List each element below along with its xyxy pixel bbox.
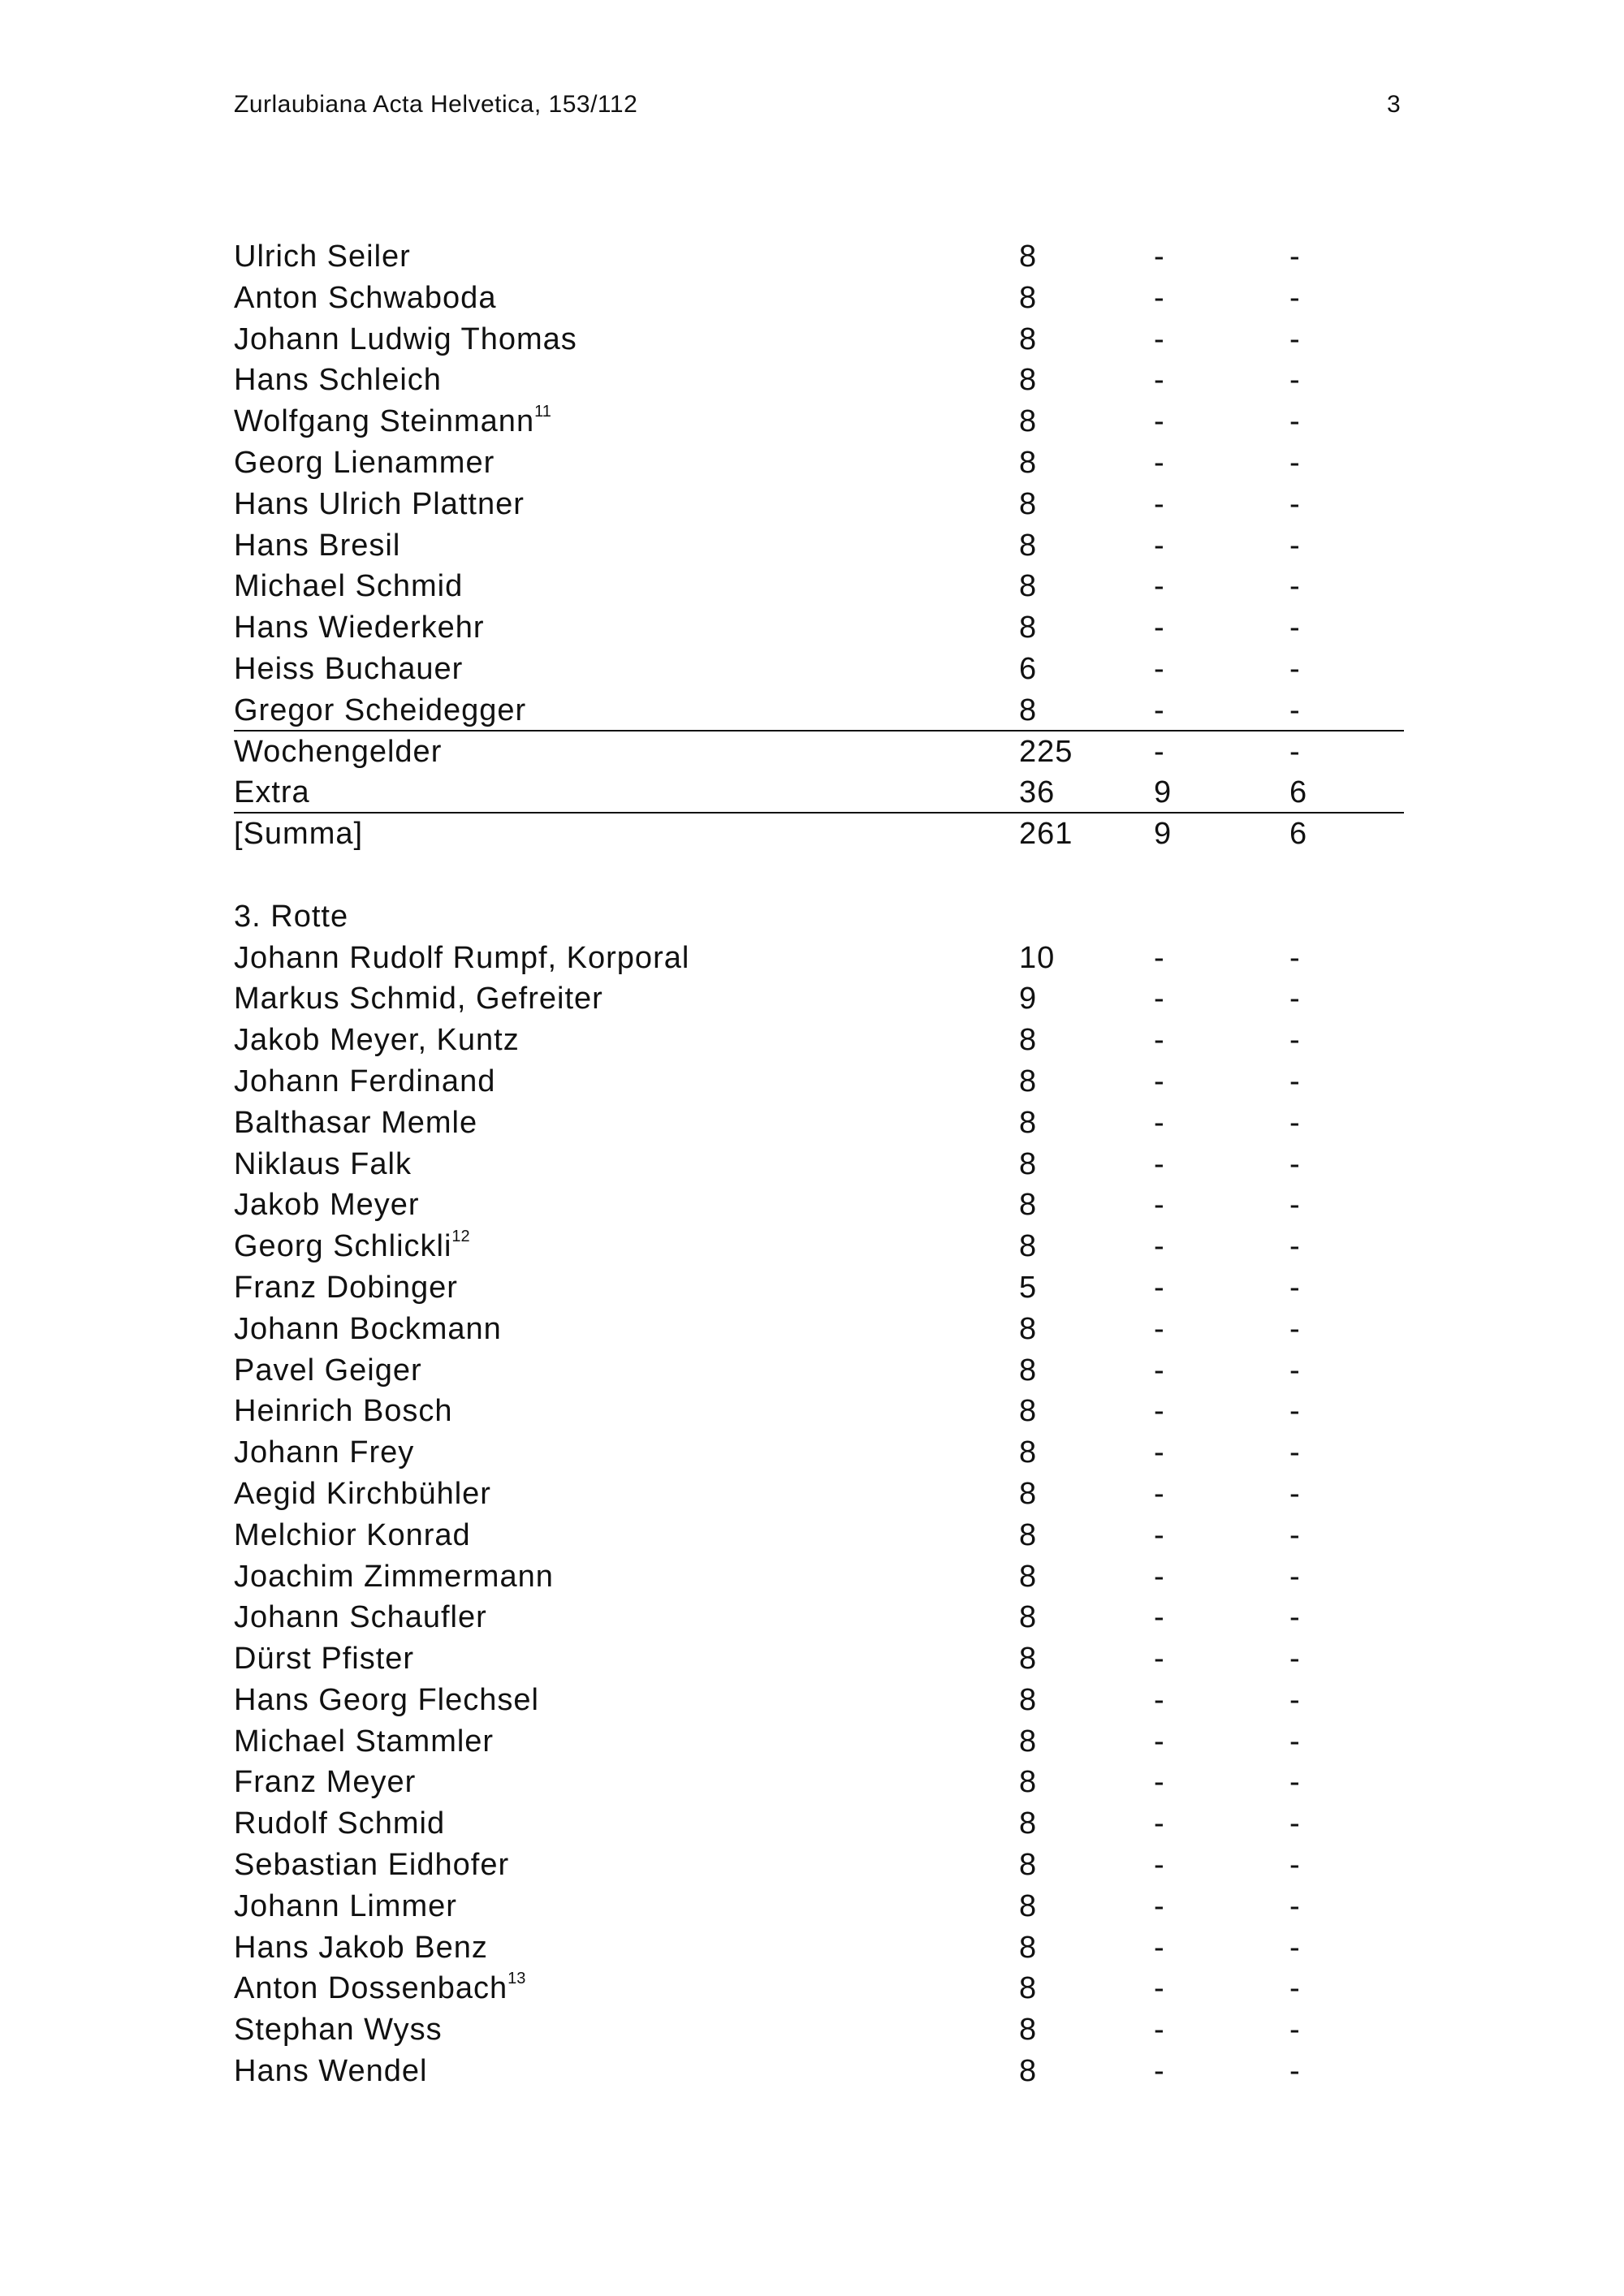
person-name <box>234 319 577 360</box>
amount-c1: 8 <box>1019 280 1038 315</box>
person-name <box>234 1680 539 1721</box>
amount-c2: - <box>1154 2054 1165 2089</box>
table-row <box>234 442 1404 484</box>
amount-c3: 6 <box>1289 817 1308 852</box>
amount-c3: - <box>1289 1600 1301 1635</box>
amount-c2: - <box>1154 528 1165 563</box>
table-row <box>234 2009 1404 2051</box>
name-text: Michael Schmid <box>234 569 464 604</box>
table-row <box>234 1144 1404 1185</box>
amount-c2: 9 <box>1154 817 1173 852</box>
name-text: Heinrich Bosch <box>234 1394 453 1429</box>
amount-c2: - <box>1154 982 1165 1016</box>
amount-c2: - <box>1154 1105 1165 1140</box>
table-row <box>234 732 1404 773</box>
name-text: Melchior Konrad <box>234 1517 471 1552</box>
amount-c3: - <box>1289 1642 1301 1677</box>
footnote-marker[interactable]: 11 <box>534 403 551 421</box>
person-name <box>234 1185 420 1226</box>
amount-c1: 5 <box>1019 1270 1038 1305</box>
amount-c3: - <box>1289 1146 1301 1181</box>
amount-c3: - <box>1289 445 1301 480</box>
amount-c2: - <box>1154 1642 1165 1677</box>
name-text: Johann Ludwig Thomas <box>234 322 577 356</box>
table-row <box>234 607 1404 649</box>
table-row <box>234 1432 1404 1474</box>
person-name <box>234 1061 495 1103</box>
table-row <box>234 1061 1404 1103</box>
name-text: Johann Bockmann <box>234 1311 502 1346</box>
amount-c2: - <box>1154 240 1165 274</box>
amount-c1: 8 <box>1019 611 1038 645</box>
table-row <box>234 2051 1404 2092</box>
amount-c1: 8 <box>1019 363 1038 398</box>
amount-c1: 8 <box>1019 528 1038 563</box>
table-row <box>234 1185 1404 1226</box>
amount-c1: 10 <box>1019 940 1056 975</box>
amount-c3: - <box>1289 1105 1301 1140</box>
amount-c2: - <box>1154 1146 1165 1181</box>
person-name <box>234 1020 520 1061</box>
table-row <box>234 1556 1404 1598</box>
name-text: Michael Stammler <box>234 1724 495 1759</box>
amount-c2: - <box>1154 1311 1165 1346</box>
name-text: Franz Meyer <box>234 1765 417 1800</box>
table-row <box>234 814 1404 855</box>
person-name <box>234 1721 494 1763</box>
amount-c1: 9 <box>1019 982 1038 1016</box>
amount-c1: 8 <box>1019 2013 1038 2048</box>
name-text: Johann Rudolf Rumpf, Korporal <box>234 940 690 975</box>
amount-c3: - <box>1289 322 1301 356</box>
amount-c1: 8 <box>1019 1765 1038 1800</box>
name-text: Rudolf Schmid <box>234 1806 446 1841</box>
name-text: Gregor Scheidegger <box>234 693 527 727</box>
amount-c1: 8 <box>1019 1353 1038 1388</box>
table-row <box>234 649 1404 690</box>
amount-c1: 8 <box>1019 1064 1038 1098</box>
amount-c3: - <box>1289 1930 1301 1965</box>
amount-c2: - <box>1154 1270 1165 1305</box>
section-heading: 3. Rotte <box>234 899 349 934</box>
name-text: Anton Schwaboda <box>234 280 497 315</box>
person-name <box>234 484 525 525</box>
table-row <box>234 566 1404 607</box>
amount-c1: 36 <box>1019 775 1056 810</box>
amount-c1: 8 <box>1019 1559 1038 1594</box>
person-name <box>234 732 442 773</box>
person-name <box>234 2051 427 2092</box>
amount-c2: - <box>1154 1517 1165 1552</box>
amount-c3: - <box>1289 1188 1301 1223</box>
amount-c2: - <box>1154 651 1165 686</box>
amount-c1: 8 <box>1019 1311 1038 1346</box>
amount-c3: - <box>1289 1229 1301 1264</box>
name-text: Johann Limmer <box>234 1888 457 1923</box>
amount-c1: 8 <box>1019 1600 1038 1635</box>
amount-c1: 8 <box>1019 1146 1038 1181</box>
amount-c3: - <box>1289 611 1301 645</box>
amount-c3: - <box>1289 1971 1301 2006</box>
amount-c3: - <box>1289 1353 1301 1388</box>
name-text: Ulrich Seiler <box>234 240 411 274</box>
table-row <box>234 1762 1404 1803</box>
amount-c2: - <box>1154 1888 1165 1923</box>
person-name <box>234 690 526 732</box>
person-name <box>234 772 310 814</box>
table-row <box>234 1721 1404 1763</box>
amount-c3: - <box>1289 1476 1301 1511</box>
table-row <box>234 236 1404 278</box>
amount-c2: - <box>1154 322 1165 356</box>
amount-c2: - <box>1154 486 1165 521</box>
amount-c2: - <box>1154 1724 1165 1759</box>
name-text: Extra <box>234 775 310 810</box>
amount-c2: - <box>1154 1188 1165 1223</box>
name-text: Joachim Zimmermann <box>234 1559 554 1594</box>
table-row <box>234 1267 1404 1309</box>
amount-c2: - <box>1154 611 1165 645</box>
amount-c1: 225 <box>1019 734 1073 769</box>
table-row <box>234 978 1404 1020</box>
person-name <box>234 1267 458 1309</box>
amount-c2: - <box>1154 1435 1165 1470</box>
amount-c3: - <box>1289 734 1301 769</box>
person-name <box>234 2009 443 2051</box>
amount-c1: 261 <box>1019 817 1073 852</box>
amount-c2: - <box>1154 940 1165 975</box>
person-name <box>234 1845 509 1886</box>
table-row <box>234 1927 1404 1969</box>
amount-c3: - <box>1289 1682 1301 1717</box>
person-name <box>234 1886 457 1927</box>
person-name <box>234 1474 491 1515</box>
person-name <box>234 1144 412 1185</box>
table-row <box>234 525 1404 567</box>
table-row <box>234 772 1404 814</box>
table-row <box>234 1391 1404 1432</box>
amount-c2: - <box>1154 1765 1165 1800</box>
table-row <box>234 1474 1404 1515</box>
amount-c3: - <box>1289 280 1301 315</box>
table-row <box>234 1886 1404 1927</box>
table-row <box>234 690 1404 732</box>
amount-c1: 8 <box>1019 1229 1038 1264</box>
amount-c1: 8 <box>1019 1517 1038 1552</box>
amount-c3: - <box>1289 404 1301 439</box>
table-row <box>234 360 1404 401</box>
person-name <box>234 1968 525 2009</box>
amount-c3: - <box>1289 1765 1301 1800</box>
amount-c3: - <box>1289 1064 1301 1098</box>
table-row <box>234 1845 1404 1886</box>
amount-c3: - <box>1289 2054 1301 2089</box>
footnote-marker[interactable]: 12 <box>451 1228 470 1246</box>
name-text: Hans Bresil <box>234 528 401 563</box>
amount-c3: - <box>1289 1806 1301 1841</box>
name-text: Niklaus Falk <box>234 1146 412 1181</box>
table-row <box>234 1515 1404 1556</box>
amount-c3: - <box>1289 240 1301 274</box>
amount-c1: 8 <box>1019 1476 1038 1511</box>
amount-c3: - <box>1289 528 1301 563</box>
person-name <box>234 278 496 319</box>
amount-c2: - <box>1154 2013 1165 2048</box>
table-row <box>234 278 1404 319</box>
amount-c3: - <box>1289 1435 1301 1470</box>
amount-c3: - <box>1289 651 1301 686</box>
name-text: Franz Dobinger <box>234 1270 458 1305</box>
amount-c2: 9 <box>1154 775 1173 810</box>
amount-c1: 8 <box>1019 1682 1038 1717</box>
table-row <box>234 401 1404 442</box>
amount-c2: - <box>1154 693 1165 727</box>
amount-c2: - <box>1154 1971 1165 2006</box>
table-row <box>234 1680 1404 1721</box>
amount-c2: - <box>1154 1806 1165 1841</box>
amount-c1: 8 <box>1019 1930 1038 1965</box>
amount-c1: 8 <box>1019 2054 1038 2089</box>
name-text: Balthasar Memle <box>234 1105 478 1140</box>
person-name <box>234 442 495 484</box>
name-text: Aegid Kirchbühler <box>234 1476 491 1511</box>
name-text: Hans Wiederkehr <box>234 611 485 645</box>
amount-c2: - <box>1154 1023 1165 1058</box>
amount-c3: - <box>1289 1394 1301 1429</box>
amount-c3: - <box>1289 2013 1301 2048</box>
name-text: Anton Dossenbach <box>234 1971 508 2006</box>
name-text: Georg Schlickli <box>234 1229 452 1264</box>
amount-c2: - <box>1154 1682 1165 1717</box>
amount-c3: - <box>1289 1888 1301 1923</box>
name-text: Hans Schleich <box>234 363 442 398</box>
amount-c1: 8 <box>1019 1724 1038 1759</box>
name-text: Hans Ulrich Plattner <box>234 486 525 521</box>
amount-c2: - <box>1154 1600 1165 1635</box>
person-name <box>234 360 442 401</box>
amount-c3: - <box>1289 1311 1301 1346</box>
amount-c3: - <box>1289 1848 1301 1883</box>
amount-c1: 8 <box>1019 1188 1038 1223</box>
amount-c3: - <box>1289 1023 1301 1058</box>
table-row <box>234 1226 1404 1267</box>
amount-c1: 8 <box>1019 322 1038 356</box>
amount-c1: 8 <box>1019 1023 1038 1058</box>
amount-c1: 8 <box>1019 1888 1038 1923</box>
person-name <box>234 236 411 278</box>
amount-c2: - <box>1154 445 1165 480</box>
amount-c3: - <box>1289 363 1301 398</box>
name-text: Jakob Meyer, Kuntz <box>234 1023 520 1058</box>
payroll-table <box>234 236 1404 2092</box>
amount-c1: 8 <box>1019 1435 1038 1470</box>
amount-c2: - <box>1154 1229 1165 1264</box>
person-name <box>234 607 485 649</box>
table-row <box>234 938 1404 979</box>
amount-c1: 8 <box>1019 240 1038 274</box>
amount-c2: - <box>1154 1559 1165 1594</box>
person-name <box>234 1103 477 1144</box>
table-row <box>234 319 1404 360</box>
name-text: Johann Ferdinand <box>234 1064 496 1098</box>
amount-c1: 8 <box>1019 1806 1038 1841</box>
table-row <box>234 1968 1404 2009</box>
person-name <box>234 649 463 690</box>
table-row <box>234 1597 1404 1638</box>
amount-c2: - <box>1154 1394 1165 1429</box>
amount-c2: - <box>1154 569 1165 604</box>
name-text: [Summa] <box>234 817 364 852</box>
name-text: Pavel Geiger <box>234 1353 422 1388</box>
name-text: Johann Frey <box>234 1435 415 1470</box>
person-name <box>234 401 551 442</box>
name-text: Heiss Buchauer <box>234 651 464 686</box>
name-text: Stephan Wyss <box>234 2013 443 2048</box>
amount-c1: 8 <box>1019 1642 1038 1677</box>
amount-c2: - <box>1154 404 1165 439</box>
amount-c1: 6 <box>1019 651 1038 686</box>
table-row <box>234 484 1404 525</box>
amount-c3: - <box>1289 693 1301 727</box>
amount-c2: - <box>1154 1930 1165 1965</box>
footnote-marker[interactable]: 13 <box>508 1970 526 1988</box>
person-name <box>234 1226 470 1267</box>
amount-c1: 8 <box>1019 1848 1038 1883</box>
table-row <box>234 1103 1404 1144</box>
person-name <box>234 1597 487 1638</box>
spacer <box>234 855 1404 896</box>
name-text: Hans Georg Flechsel <box>234 1682 539 1717</box>
amount-c1: 8 <box>1019 445 1038 480</box>
person-name <box>234 938 689 979</box>
name-text: Georg Lienammer <box>234 445 495 480</box>
person-name <box>234 1803 445 1845</box>
person-name <box>234 1927 488 1969</box>
amount-c3: - <box>1289 982 1301 1016</box>
name-text: Sebastian Eidhofer <box>234 1848 510 1883</box>
amount-c2: - <box>1154 363 1165 398</box>
amount-c2: - <box>1154 734 1165 769</box>
amount-c1: 8 <box>1019 1105 1038 1140</box>
table-row <box>234 1350 1404 1392</box>
table-row <box>234 1309 1404 1350</box>
amount-c1: 8 <box>1019 1394 1038 1429</box>
amount-c3: 6 <box>1289 775 1308 810</box>
amount-c1: 8 <box>1019 404 1038 439</box>
amount-c3: - <box>1289 1559 1301 1594</box>
amount-c2: - <box>1154 1848 1165 1883</box>
person-name <box>234 1391 453 1432</box>
table-row <box>234 1638 1404 1680</box>
amount-c3: - <box>1289 940 1301 975</box>
name-text: Wochengelder <box>234 734 443 769</box>
person-name <box>234 1638 414 1680</box>
name-text: Hans Wendel <box>234 2054 428 2089</box>
running-header-title: Zurlaubiana Acta Helvetica, 153/112 <box>234 91 638 118</box>
name-text: Wolfgang Steinmann <box>234 404 535 439</box>
amount-c2: - <box>1154 1353 1165 1388</box>
person-name <box>234 1432 414 1474</box>
name-text: Johann Schaufler <box>234 1600 487 1635</box>
person-name <box>234 1350 422 1392</box>
amount-c1: 8 <box>1019 1971 1038 2006</box>
amount-c3: - <box>1289 1724 1301 1759</box>
name-text: Dürst Pfister <box>234 1642 415 1677</box>
person-name <box>234 1762 416 1803</box>
amount-c1: 8 <box>1019 693 1038 727</box>
name-text: Jakob Meyer <box>234 1188 420 1223</box>
amount-c3: - <box>1289 1517 1301 1552</box>
person-name <box>234 814 363 855</box>
name-text: Hans Jakob Benz <box>234 1930 488 1965</box>
amount-c2: - <box>1154 1476 1165 1511</box>
amount-c2: - <box>1154 280 1165 315</box>
person-name <box>234 1309 502 1350</box>
person-name <box>234 1515 471 1556</box>
amount-c1: 8 <box>1019 569 1038 604</box>
person-name <box>234 566 463 607</box>
table-row <box>234 1020 1404 1061</box>
page-number: 3 <box>1387 91 1402 118</box>
amount-c1: 8 <box>1019 486 1038 521</box>
person-name <box>234 525 400 567</box>
amount-c3: - <box>1289 486 1301 521</box>
table-row <box>234 1803 1404 1845</box>
name-text: Markus Schmid, Gefreiter <box>234 982 603 1016</box>
person-name <box>234 1556 554 1598</box>
person-name <box>234 978 603 1020</box>
amount-c3: - <box>1289 1270 1301 1305</box>
amount-c2: - <box>1154 1064 1165 1098</box>
amount-c3: - <box>1289 569 1301 604</box>
